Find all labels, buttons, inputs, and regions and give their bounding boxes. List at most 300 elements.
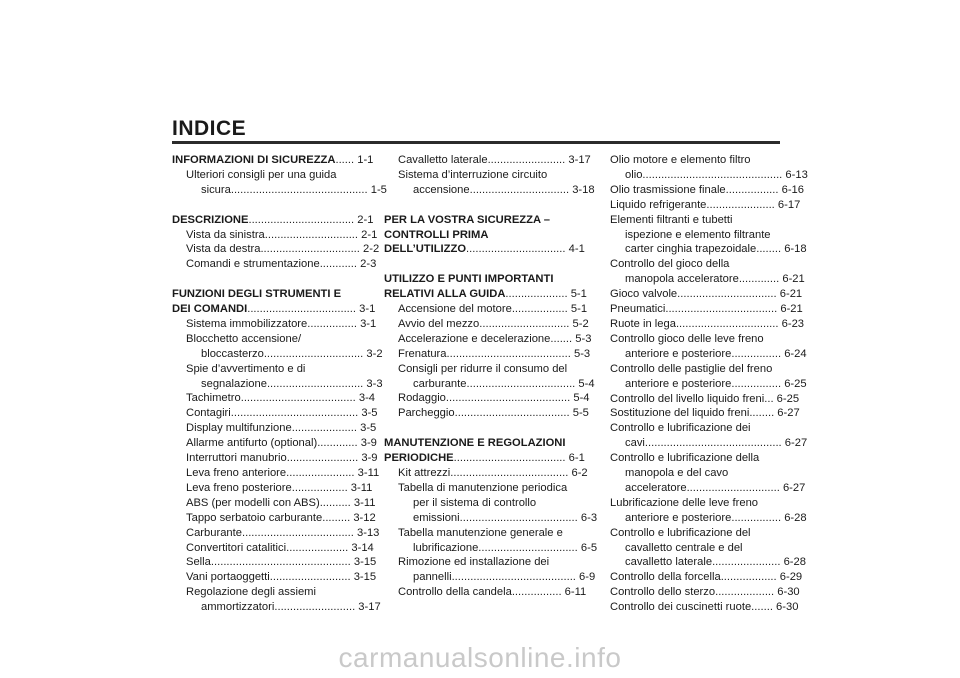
toc-entry-title: Controllo della candela	[398, 586, 512, 599]
toc-page-number: 6-27	[784, 437, 808, 450]
toc-entry-title: Sostituzione del liquido freni	[610, 407, 750, 420]
toc-entry-title: Interruttori manubrio	[186, 452, 287, 465]
toc-entry-leader: ................	[731, 377, 782, 390]
toc-section-heading[interactable]	[172, 302, 376, 317]
toc-entry[interactable]	[172, 436, 377, 451]
toc-entry-leader: ......................	[706, 198, 775, 211]
toc-entry-title: DESCRIZIONE	[172, 213, 249, 226]
toc-entry-title: bloccasterzo	[201, 347, 264, 360]
toc-page-number: 3-13	[357, 526, 380, 539]
toc-entry-leader: ......................................	[459, 511, 578, 524]
toc-entry[interactable]	[596, 347, 807, 362]
toc-entry-title: DEI COMANDI	[172, 303, 248, 316]
toc-page-number: 6-1	[568, 452, 585, 465]
toc-entry[interactable]	[596, 213, 788, 228]
toc-entry-title: Controllo del gioco della	[610, 258, 730, 271]
toc-entry[interactable]	[172, 183, 387, 198]
toc-page-number: 6-28	[783, 556, 806, 569]
toc-entry[interactable]	[384, 496, 576, 511]
toc-page-number: 6-23	[781, 317, 805, 330]
toc-entry-leader: .................	[725, 183, 779, 196]
toc-column-1	[172, 153, 387, 615]
toc-entry[interactable]	[172, 421, 377, 436]
toc-entry-title: Consigli per ridurre il consumo del	[398, 362, 568, 375]
toc-entry-leader: ......................	[712, 556, 781, 569]
toc-entry-leader: ........	[749, 407, 775, 420]
toc-page-number: 6-24	[784, 347, 807, 360]
toc-entry-leader: ............................................	[230, 183, 368, 196]
toc-entry-leader: ................................	[263, 347, 364, 360]
toc-entry-title: pannelli	[413, 571, 452, 584]
toc-entry[interactable]	[596, 406, 800, 421]
toc-entry[interactable]	[596, 585, 800, 600]
toc-entry-title: cavalletto laterale	[625, 556, 713, 569]
toc-entry-title: Sella	[186, 556, 211, 569]
toc-entry-leader: .............	[738, 273, 780, 286]
toc-entry-title: Controllo e lubrificazione del	[610, 526, 751, 539]
toc-page-number: 4-1	[568, 243, 585, 256]
toc-entry-leader: .........................	[487, 154, 566, 166]
toc-entry[interactable]	[172, 466, 380, 481]
toc-entry-title: segnalazione	[201, 377, 267, 390]
toc-entry[interactable]	[384, 362, 576, 377]
toc-section-heading[interactable]	[384, 451, 585, 466]
toc-entry-leader: ..............................	[264, 228, 359, 241]
toc-entry-leader: ....................	[505, 288, 568, 301]
toc-entry-title: accensione	[413, 183, 470, 196]
toc-entry-leader: ........................................	[445, 392, 571, 405]
toc-page-number: 3-11	[357, 467, 380, 479]
toc-entry[interactable]	[384, 555, 576, 570]
toc-entry[interactable]	[596, 168, 808, 183]
toc-entry-title: Regolazione degli assiemi	[186, 586, 316, 599]
toc-page-number: 3-15	[353, 556, 377, 569]
toc-entry[interactable]	[384, 526, 576, 541]
toc-entry[interactable]	[596, 526, 788, 541]
toc-entry[interactable]	[172, 317, 377, 332]
toc-page-number: 6-16	[781, 183, 805, 196]
toc-entry-title: PERIODICHE	[384, 452, 454, 465]
toc-entry[interactable]	[596, 436, 808, 451]
toc-entry-leader: ..........................	[269, 571, 351, 584]
toc-entry-title: Blocchetto accensione/	[186, 332, 302, 345]
toc-entry[interactable]	[172, 332, 364, 347]
toc-entry[interactable]	[172, 391, 376, 406]
toc-entry-title: cavi	[625, 437, 645, 450]
toc-section-heading[interactable]	[384, 228, 576, 243]
toc-entry[interactable]	[596, 198, 801, 213]
toc-page-number: 3-15	[353, 571, 377, 584]
toc-entry-title: Controllo e lubrificazione dei	[610, 422, 751, 435]
toc-entry-title: anteriore e posteriore	[625, 347, 732, 360]
toc-entry-leader: ............................................	[644, 437, 782, 450]
toc-entry-title: Display multifunzione	[186, 422, 292, 435]
toc-entry-leader: .............................................	[210, 556, 351, 569]
toc-entry[interactable]	[596, 451, 788, 466]
toc-entry-leader: ...................................	[247, 303, 357, 316]
toc-entry-leader: ..............................	[686, 481, 780, 494]
toc-entry-leader: ....................................	[453, 452, 566, 465]
toc-entry-title: Sistema immobilizzatore	[186, 317, 308, 330]
toc-page-number: 6-30	[776, 601, 799, 614]
toc-entry[interactable]	[596, 377, 807, 392]
toc-entry-title: Sistema d’interruzione circuito	[398, 168, 548, 181]
toc-page-number: 2-2	[363, 243, 380, 256]
toc-entry[interactable]	[596, 272, 805, 287]
toc-page-number: 2-1	[361, 228, 378, 241]
toc-entry-leader: ................	[731, 347, 782, 360]
toc-page-number: 6-25	[776, 392, 800, 405]
toc-entry-leader: ................	[307, 317, 357, 330]
toc-gap	[384, 257, 576, 272]
toc-entry-title: UTILIZZO E PUNTI IMPORTANTI	[384, 273, 554, 286]
toc-entry-leader: ..........................	[274, 601, 356, 614]
toc-page-number: 6-25	[784, 377, 807, 390]
toc-entry-leader: .......	[751, 601, 773, 614]
toc-page-number: 3-14	[351, 541, 374, 554]
toc-entry[interactable]	[596, 302, 803, 317]
toc-entry[interactable]	[172, 406, 378, 421]
toc-entry-leader: ....................	[286, 541, 349, 554]
toc-page-number: 2-3	[360, 258, 377, 271]
toc-page-number: 6-17	[777, 198, 801, 211]
toc-entry-title: Convertitori catalitici	[186, 541, 287, 554]
toc-entry[interactable]	[596, 317, 805, 332]
toc-entry-leader: .......................	[286, 452, 359, 465]
toc-entry[interactable]	[172, 496, 376, 511]
toc-entry-title: Rodaggio	[398, 392, 446, 405]
toc-entry-title: Leva freno posteriore	[186, 481, 292, 494]
toc-entry[interactable]	[172, 526, 380, 541]
toc-entry-leader: ................................	[478, 541, 578, 554]
toc-entry-leader: ..................................	[248, 213, 355, 226]
toc-entry[interactable]	[596, 511, 807, 526]
toc-page-number: 6-21	[779, 288, 803, 301]
toc-entry-leader: ...............................	[266, 377, 364, 390]
toc-entry[interactable]	[172, 242, 380, 257]
toc-entry-title: PER LA VOSTRA SICUREZZA –	[384, 213, 550, 226]
toc-entry[interactable]	[172, 228, 378, 243]
toc-page-number: 3-18	[572, 183, 595, 196]
toc-gap	[172, 272, 364, 287]
toc-page-number: 5-1	[570, 303, 588, 316]
toc-entry[interactable]	[596, 287, 803, 302]
toc-entry-leader: ....................................	[241, 526, 354, 539]
toc-column-2	[384, 153, 598, 600]
toc-entry-title: Contagiri	[186, 407, 231, 420]
toc-entry[interactable]	[172, 168, 364, 183]
toc-entry-leader: ................................	[466, 243, 566, 256]
toc-page-number: 5-2	[572, 317, 589, 330]
toc-page-number: 3-9	[360, 437, 377, 450]
toc-page-number: 3-5	[360, 422, 377, 435]
toc-page-number: 5-3	[573, 347, 591, 360]
toc-entry[interactable]	[596, 392, 800, 407]
toc-entry-title: Olio motore e elemento filtro	[610, 154, 751, 166]
toc-page-number: 3-3	[366, 377, 383, 390]
toc-section-heading[interactable]	[172, 213, 374, 228]
toc-entry-leader: ..................	[511, 303, 568, 316]
toc-entry-title: Controllo e lubrificazione della	[610, 452, 760, 465]
toc-entry-title: Leva freno anteriore	[186, 467, 287, 479]
toc-entry-leader: .......	[550, 332, 573, 345]
toc-page-number: 5-3	[575, 332, 592, 345]
toc-entry-title: Avvio del mezzo	[398, 317, 480, 330]
toc-entry-title: Carburante	[186, 526, 242, 539]
toc-entry-title: Parcheggio	[398, 407, 455, 420]
toc-entry[interactable]	[596, 183, 805, 198]
toc-entry[interactable]	[596, 496, 788, 511]
toc-entry-leader: .........................................	[230, 407, 359, 420]
watermark: carmanualsonline.info	[338, 642, 622, 673]
toc-entry[interactable]	[596, 600, 799, 615]
toc-entry-title: MANUTENZIONE E REGOLAZIONI	[384, 437, 566, 450]
toc-page-number: 6-29	[779, 571, 803, 584]
toc-entry[interactable]	[596, 421, 788, 436]
toc-entry-leader: .................................	[675, 317, 779, 330]
toc-gap	[172, 198, 364, 213]
toc-entry[interactable]	[384, 332, 592, 347]
toc-entry[interactable]	[596, 481, 806, 496]
toc-entry-leader: ....................................	[665, 303, 778, 316]
toc-page-number: 6-5	[580, 541, 598, 554]
toc-entry[interactable]	[596, 555, 806, 570]
toc-entry-title: Rimozione ed installazione dei	[398, 556, 550, 569]
toc-entry-leader: ................................	[677, 288, 777, 301]
toc-entry-title: manopola e del cavo	[625, 467, 729, 480]
toc-entry[interactable]	[596, 332, 788, 347]
toc-entry-leader: ........	[756, 243, 782, 256]
toc-page-number: 6-18	[784, 243, 807, 256]
page-title: INDICE	[172, 117, 247, 140]
toc-entry-title: FUNZIONI DEGLI STRUMENTI E	[172, 288, 342, 301]
toc-entry-title: Vani portaoggetti	[186, 571, 270, 584]
title-rule	[172, 141, 780, 144]
toc-entry[interactable]	[172, 570, 377, 585]
toc-entry[interactable]	[596, 541, 788, 556]
toc-entry[interactable]	[172, 600, 381, 615]
toc-entry-title: ammortizzatori	[201, 601, 275, 614]
toc-entry[interactable]	[384, 183, 595, 198]
toc-page-number: 6-13	[785, 168, 808, 181]
toc-column-3	[596, 153, 808, 615]
toc-entry-title: Ruote in lega	[610, 317, 676, 330]
toc-entry-title: Lubrificazione delle leve freno	[610, 496, 759, 509]
toc-entry-leader: ..........	[319, 496, 351, 509]
toc-entry-leader: .....................................	[240, 392, 356, 405]
toc-entry[interactable]	[596, 466, 788, 481]
toc-page-number: 6-30	[777, 586, 800, 599]
toc-entry-leader: .............................	[479, 317, 570, 330]
toc-entry[interactable]	[384, 570, 596, 585]
toc-page-number: 6-9	[579, 571, 596, 584]
toc-page-number: 3-9	[361, 452, 378, 465]
toc-entry[interactable]	[384, 391, 590, 406]
toc-entry-title: carter cinghia trapezoidale	[625, 243, 757, 256]
toc-entry[interactable]	[384, 302, 588, 317]
toc-entry-title: Tappo serbatoio carburante	[186, 511, 323, 524]
toc-entry[interactable]	[384, 377, 595, 392]
toc-entry-title: Accensione del motore	[398, 303, 512, 316]
toc-page-number: 2-1	[357, 213, 374, 226]
toc-page-number: 5-4	[573, 392, 590, 405]
toc-entry[interactable]	[384, 541, 598, 556]
toc-entry-title: acceleratore	[625, 481, 687, 494]
toc-page-number: 6-3	[580, 511, 598, 524]
toc-entry-title: Olio trasmissione finale	[610, 183, 726, 196]
toc-entry-title: Tabella manutenzione generale e	[398, 526, 563, 539]
toc-section-heading[interactable]	[384, 287, 587, 302]
toc-entry-title: per il sistema di controllo	[413, 496, 537, 509]
toc-entry-leader: ..................	[720, 571, 777, 584]
toc-entry-title: anteriore e posteriore	[625, 511, 732, 524]
toc-entry-leader: .............	[317, 437, 358, 450]
toc-entry[interactable]	[384, 481, 576, 496]
toc-entry[interactable]	[596, 362, 788, 377]
toc-page-number: 6-11	[564, 586, 587, 599]
toc-entry-title: emissioni	[413, 511, 460, 524]
toc-entry-title: Pneumatici	[610, 303, 666, 316]
toc-entry[interactable]	[596, 570, 803, 585]
toc-entry-title: manopola acceleratore	[625, 273, 739, 286]
toc-entry[interactable]	[384, 406, 589, 421]
toc-entry[interactable]	[172, 257, 377, 272]
toc-section-heading[interactable]	[172, 287, 364, 302]
toc-page-number: 3-11	[353, 496, 376, 509]
toc-page-number: 1-5	[370, 183, 387, 196]
toc-entry-leader: ......................	[286, 467, 355, 479]
toc-entry-leader: ................................	[260, 243, 360, 256]
toc-entry[interactable]	[172, 585, 364, 600]
toc-entry-title: Vista da sinistra	[186, 228, 265, 241]
toc-page-number: 1-1	[357, 154, 374, 166]
toc-entry-title: DELL’UTILIZZO	[384, 243, 467, 256]
toc-entry[interactable]	[384, 317, 589, 332]
toc-entry-title: carburante	[413, 377, 467, 390]
toc-entry-title: cavalletto centrale e del	[625, 541, 743, 554]
toc-entry-leader: .....................................	[454, 407, 570, 420]
toc-entry[interactable]	[596, 153, 788, 168]
toc-entry-title: Allarme antifurto (optional)	[186, 437, 318, 450]
toc-entry[interactable]	[384, 153, 591, 168]
toc-gap	[384, 421, 576, 436]
toc-page-number: 6-27	[782, 481, 806, 494]
toc-entry-leader: ..................	[291, 481, 348, 494]
toc-page-number: 3-17	[358, 601, 381, 614]
toc-entry-title: Ulteriori consigli per una guida	[186, 168, 337, 181]
toc-entry-title: Controllo del livello liquido freni	[610, 392, 765, 405]
toc-entry-title: CONTROLLI PRIMA	[384, 228, 489, 241]
toc-entry[interactable]	[172, 555, 377, 570]
toc-section-heading[interactable]	[384, 242, 585, 257]
toc-entry-title: Gioco valvole	[610, 288, 678, 301]
toc-entry-title: Controllo gioco delle leve freno	[610, 332, 764, 345]
toc-entry-leader: .........	[322, 511, 351, 524]
toc-entry-leader: .....................	[291, 422, 357, 435]
toc-entry-title: Liquido refrigerante	[610, 198, 707, 211]
toc-entry[interactable]	[172, 451, 378, 466]
toc-page-number: 3-12	[353, 511, 376, 524]
toc-entry[interactable]	[172, 347, 383, 362]
toc-page-number: 6-21	[782, 273, 805, 286]
toc-entry-title: Vista da destra	[186, 243, 261, 256]
toc-entry-title: ispezione e elemento filtrante	[625, 228, 771, 241]
toc-page-number: 6-2	[571, 466, 588, 479]
toc-entry-title: RELATIVI ALLA GUIDA	[384, 288, 506, 301]
toc-entry[interactable]	[596, 228, 788, 243]
toc-entry-title: Tachimetro	[186, 392, 241, 405]
toc-entry-leader: ........................................	[451, 571, 576, 584]
toc-page-number: 5-4	[578, 377, 595, 390]
toc-page-number: 3-1	[360, 317, 377, 330]
toc-page-number: 3-5	[361, 407, 378, 420]
toc-entry-title: INFORMAZIONI DI SICUREZZA	[172, 154, 336, 166]
toc-section-heading[interactable]	[384, 436, 576, 451]
toc-gap	[384, 198, 576, 213]
toc-entry-title: Controllo dei cuscinetti ruote	[610, 601, 752, 614]
toc-entry-leader: ................	[511, 586, 562, 599]
toc-entry-leader: ............	[319, 258, 358, 271]
toc-entry-title: sicura	[201, 183, 231, 196]
toc-entry-title: Tabella di manutenzione periodica	[398, 481, 568, 494]
toc-entry-title: Accelerazione e decelerazione	[398, 332, 551, 345]
toc-page-number: 3-17	[568, 154, 591, 166]
toc-entry-title: Comandi e strumentazione	[186, 258, 320, 271]
toc-entry[interactable]	[384, 511, 598, 526]
toc-entry[interactable]	[172, 362, 364, 377]
toc-entry[interactable]	[384, 585, 587, 600]
toc-entry-leader: ........................................	[446, 347, 571, 360]
toc-entry-leader: ................................	[469, 183, 570, 196]
toc-entry[interactable]	[384, 347, 591, 362]
toc-page-number: 3-4	[358, 392, 376, 405]
toc-entry[interactable]	[172, 541, 374, 556]
toc-entry-title: Spie d’avvertimento e di	[186, 362, 306, 375]
toc-entry-title: Frenatura	[398, 347, 447, 360]
toc-page-number: 6-21	[780, 303, 803, 316]
toc-entry-leader: ......................................	[450, 466, 569, 479]
toc-section-heading[interactable]	[384, 272, 576, 287]
toc-section-heading[interactable]	[384, 213, 576, 228]
toc-entry-leader: ...................	[715, 586, 775, 599]
toc-entry-leader: ...	[764, 392, 774, 405]
toc-entry-title: Controllo dello sterzo	[610, 586, 716, 599]
toc-page-number: 3-11	[350, 481, 373, 494]
toc-entry-title: olio	[625, 168, 643, 181]
toc-entry[interactable]	[596, 257, 788, 272]
toc-page-number: 5-1	[570, 288, 587, 301]
toc-entry-leader: ................	[731, 511, 782, 524]
toc-entry[interactable]	[172, 511, 376, 526]
toc-entry-title: Controllo della forcella	[610, 571, 721, 584]
toc-entry[interactable]	[172, 377, 383, 392]
toc-entry[interactable]	[384, 466, 588, 481]
toc-entry-title: Kit attrezzi	[398, 466, 451, 479]
toc-entry[interactable]	[384, 168, 576, 183]
toc-entry[interactable]	[596, 242, 807, 257]
toc-entry-title: ABS (per modelli con ABS)	[186, 496, 320, 509]
toc-entry-leader: ...................................	[466, 377, 576, 390]
toc-section-heading[interactable]	[172, 153, 374, 168]
toc-entry-title: Controllo delle pastiglie del freno	[610, 362, 773, 375]
toc-entry-title: Elementi filtranti e tubetti	[610, 213, 733, 226]
toc-entry-title: lubrificazione	[413, 541, 479, 554]
toc-page-number: 6-28	[784, 511, 807, 524]
toc-entry-title: anteriore e posteriore	[625, 377, 732, 390]
toc-entry[interactable]	[172, 481, 373, 496]
toc-entry-leader: .............................................	[642, 168, 783, 181]
toc-page-number: 3-1	[359, 303, 376, 316]
